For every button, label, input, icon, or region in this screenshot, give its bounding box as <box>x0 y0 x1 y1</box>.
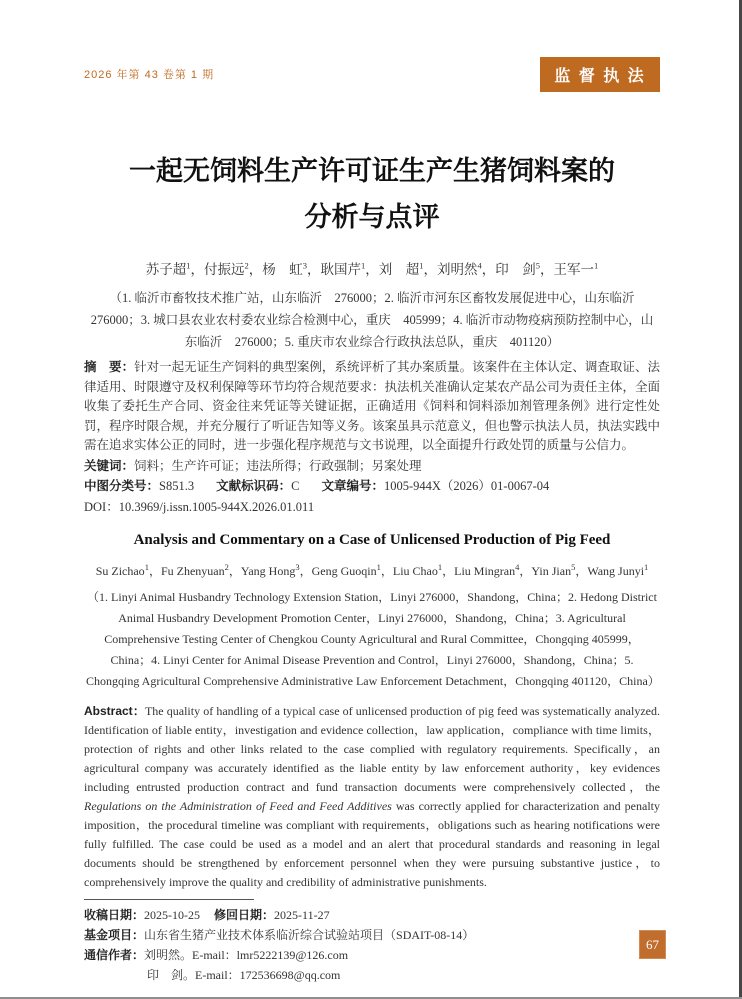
corresponding-author-line <box>84 945 660 965</box>
author-superscript: 1 <box>594 260 599 271</box>
fund-project-line <box>84 925 660 945</box>
article-id-value: 1005-944X（2026）01-0067-04 <box>383 479 550 493</box>
clc-label: 中图分类号： <box>84 479 160 493</box>
author-name: 付振远 <box>204 262 245 277</box>
author <box>495 262 553 277</box>
author-superscript: 4 <box>515 562 520 572</box>
author-superscript: 5 <box>535 260 540 271</box>
author <box>587 564 648 578</box>
author-separator: ， <box>248 262 263 277</box>
author-separator: ， <box>423 262 437 277</box>
clc-value: S851.3 <box>159 479 195 493</box>
keywords-label: 关键词： <box>84 458 135 473</box>
author-separator: ， <box>442 564 455 578</box>
abstract-en-text-2: was correctly applied for characterization and penalty imposition，the procedural timeline was compliant with requirements，obligations such as hearing notifications were fully fulfilled. The case could be used as a model and an alert that procedural standards and reasoning in legal documents should be strengthened by enforcement personnel when they were pursuing substantive justice，to comprehensively improve the quality and credibility of administrative punishments. <box>84 799 660 889</box>
corresponding-label: 通信作者： <box>84 948 145 962</box>
fund-value: 山东省生猪产业技术体系临沂综合试验站项目（SDAIT-08-14） <box>144 928 475 942</box>
article-title-cn-line1: 一起无饲料生产许可证生产生猪饲料案的 <box>129 156 615 186</box>
author-name: 耿国芹 <box>320 262 361 277</box>
author-name: Fu Zhenyuan <box>160 564 225 578</box>
doi-line <box>84 498 660 518</box>
footnote-divider <box>84 899 254 900</box>
doi-value: 10.3969/j.issn.1005-944X.2026.01.011 <box>118 499 315 514</box>
article-title-cn-line2: 分析与点评 <box>304 202 440 232</box>
author-separator: ， <box>190 262 204 277</box>
corresponding-author-2: 印 剑。E-mail：172536698@qq.com <box>147 968 341 982</box>
abstract-en-italic-title: Regulations on the Administration of Feed and Feed Additives <box>84 799 392 813</box>
author-name: 印 剑 <box>495 262 536 277</box>
author-list-en <box>84 562 660 579</box>
author-separator: ， <box>148 564 161 578</box>
keywords-cn <box>84 457 660 477</box>
journal-issue-info: 2026 年第 43 卷第 1 期 <box>84 69 215 81</box>
author-name: 苏子超 <box>145 262 187 277</box>
author-superscript: 1 <box>419 260 424 271</box>
author-name: Su Zichao <box>95 564 145 578</box>
article-title-en: Analysis and Commentary on a Case of Unlicensed Production of Pig Feed <box>133 532 611 548</box>
author <box>241 564 312 578</box>
author <box>146 262 204 277</box>
author-name: 刘 超 <box>378 262 420 277</box>
author-separator: ， <box>299 564 312 578</box>
author-superscript: 1 <box>437 562 443 572</box>
abstract-label: 摘 要： <box>84 360 135 374</box>
page-number-badge: 67 <box>639 930 666 959</box>
affiliations-cn: （1. 临沂市畜牧技术推广站，山东临沂 276000；2. 临沂市河东区畜牧发展促进中心，山东临沂 276000；3. 城口县农业农村委农业综合检测中心，重庆 405999；4. 临沂市动物疫病预防控制中心，山东临沂 276000；5. 重庆市农业综合行政执法总队，重庆 401120） <box>90 291 654 349</box>
author-superscript: 3 <box>302 260 307 271</box>
abstract-en <box>84 702 660 892</box>
abstract-text: 针对一起无证生产饲料的典型案例，系统评析了其办案质量。该案件在主体认定、调查取证、法律适用、时限遵守及权利保障等环节均符合规范要求：执法机关准确认定某农产品公司为责任主体，全面收集了委托生产合同、资金往来凭证等关键证据，正确适用《饲料和饲料添加剂管理条例》进行定性处罚，程序时限合规，并充分履行了听证告知等义务。该案虽具示范意义，但也警示执法人员，执法实践中需在追求实体公正的同时，进一步强化程序规范与文书说理，以全面提升行政处罚的质量与公信力。 <box>84 360 660 452</box>
abstract-cn <box>84 358 660 456</box>
corresponding-author-1: 刘明然。E-mail：lmr5222139@126.com <box>144 948 349 962</box>
abstract-en-text-1: The quality of handling of a typical case of unlicensed production of pig feed was systematically analyzed. Identification of liable entity，investigation and evidence collection，law application，compliance with time limits，protection of rights and other links related to the case complied with regulatory requirements. Specifically，an agricultural company was accurately identified as the liable entity by law enforcement authority，key evidences including entrusted production contract and fund transaction documents were comprehensively collected，the <box>84 704 660 794</box>
author-name: 王军一 <box>553 262 594 277</box>
doi-label: DOI： <box>84 499 119 514</box>
author-name: Liu Chao <box>392 564 438 578</box>
article-content <box>84 0 660 985</box>
received-value: 2025-10-25 <box>144 908 201 922</box>
author <box>454 564 531 578</box>
author-name: Liu Mingran <box>454 564 516 578</box>
author-name: 杨 虹 <box>262 262 303 277</box>
author <box>262 262 320 277</box>
author <box>312 564 393 578</box>
corresponding-author-line-2 <box>84 965 660 985</box>
author-superscript: 4 <box>477 260 482 271</box>
author <box>321 262 379 277</box>
article-id-label: 文章编号： <box>321 479 384 493</box>
author-separator: ， <box>540 262 554 277</box>
author-separator: ， <box>228 564 241 578</box>
received-revised-line <box>84 905 660 925</box>
author-superscript: 1 <box>144 562 149 572</box>
author-separator: ， <box>481 262 496 277</box>
author-name: Yang Hong <box>240 564 296 578</box>
keywords-text: 饲料；生产许可证；违法所得；行政强制；另案处理 <box>134 458 422 473</box>
article-title-cn <box>84 148 660 240</box>
author-separator: ， <box>380 564 393 578</box>
author-name: 刘明然 <box>437 262 478 277</box>
affiliations-en: （1. Linyi Animal Husbandry Technology Extension Station，Linyi 276000，Shandong，China；2. Hedong District Animal Husbandry Development Promotion Center，Linyi 276000，Shandong，China；3. Agricultural Comprehensive Testing Center of Chengkou County Agricultural and Rural Committee，Chongqing 405999，China；4. Linyi Center for Animal Disease Prevention and Control，Linyi 276000，Shandong，China；5. Chongqing Agricultural Comprehensive Administrative Law Enforcement Detachment，Chongqing 401120，China） <box>86 590 660 688</box>
author-separator: ， <box>575 564 588 578</box>
doc-code-value: C <box>291 479 300 493</box>
author-superscript: 1 <box>361 260 366 271</box>
author <box>393 564 454 578</box>
abstract-en-label: Abstract： <box>84 704 145 718</box>
revised-label: 修回日期： <box>214 908 275 922</box>
author-superscript: 2 <box>244 260 249 271</box>
author <box>204 262 262 277</box>
author-name: Wang Junyi <box>587 564 645 578</box>
author <box>437 262 495 277</box>
author-separator: ， <box>307 262 321 277</box>
author-superscript: 1 <box>644 562 649 572</box>
author-superscript: 1 <box>186 260 191 271</box>
author-separator: ， <box>365 262 379 277</box>
author-name: Yin Jian <box>531 564 572 578</box>
author <box>379 262 437 277</box>
author-superscript: 3 <box>295 562 300 572</box>
author <box>161 564 241 578</box>
received-label: 收稿日期： <box>84 908 145 922</box>
footnotes <box>84 905 660 985</box>
revised-value: 2025-11-27 <box>274 908 330 922</box>
author-separator: ， <box>519 564 532 578</box>
author <box>554 262 599 277</box>
author-superscript: 1 <box>376 562 381 572</box>
author-name: Geng Guoqin <box>311 564 377 578</box>
author-superscript: 2 <box>224 562 229 572</box>
author-superscript: 5 <box>571 562 576 572</box>
author-list-cn <box>84 258 660 278</box>
author <box>96 564 161 578</box>
doc-code-label: 文献标识码： <box>216 479 292 493</box>
author <box>531 564 587 578</box>
classification-line <box>84 477 660 497</box>
section-badge: 监 督 执 法 <box>540 57 660 92</box>
fund-label: 基金项目： <box>84 928 145 942</box>
